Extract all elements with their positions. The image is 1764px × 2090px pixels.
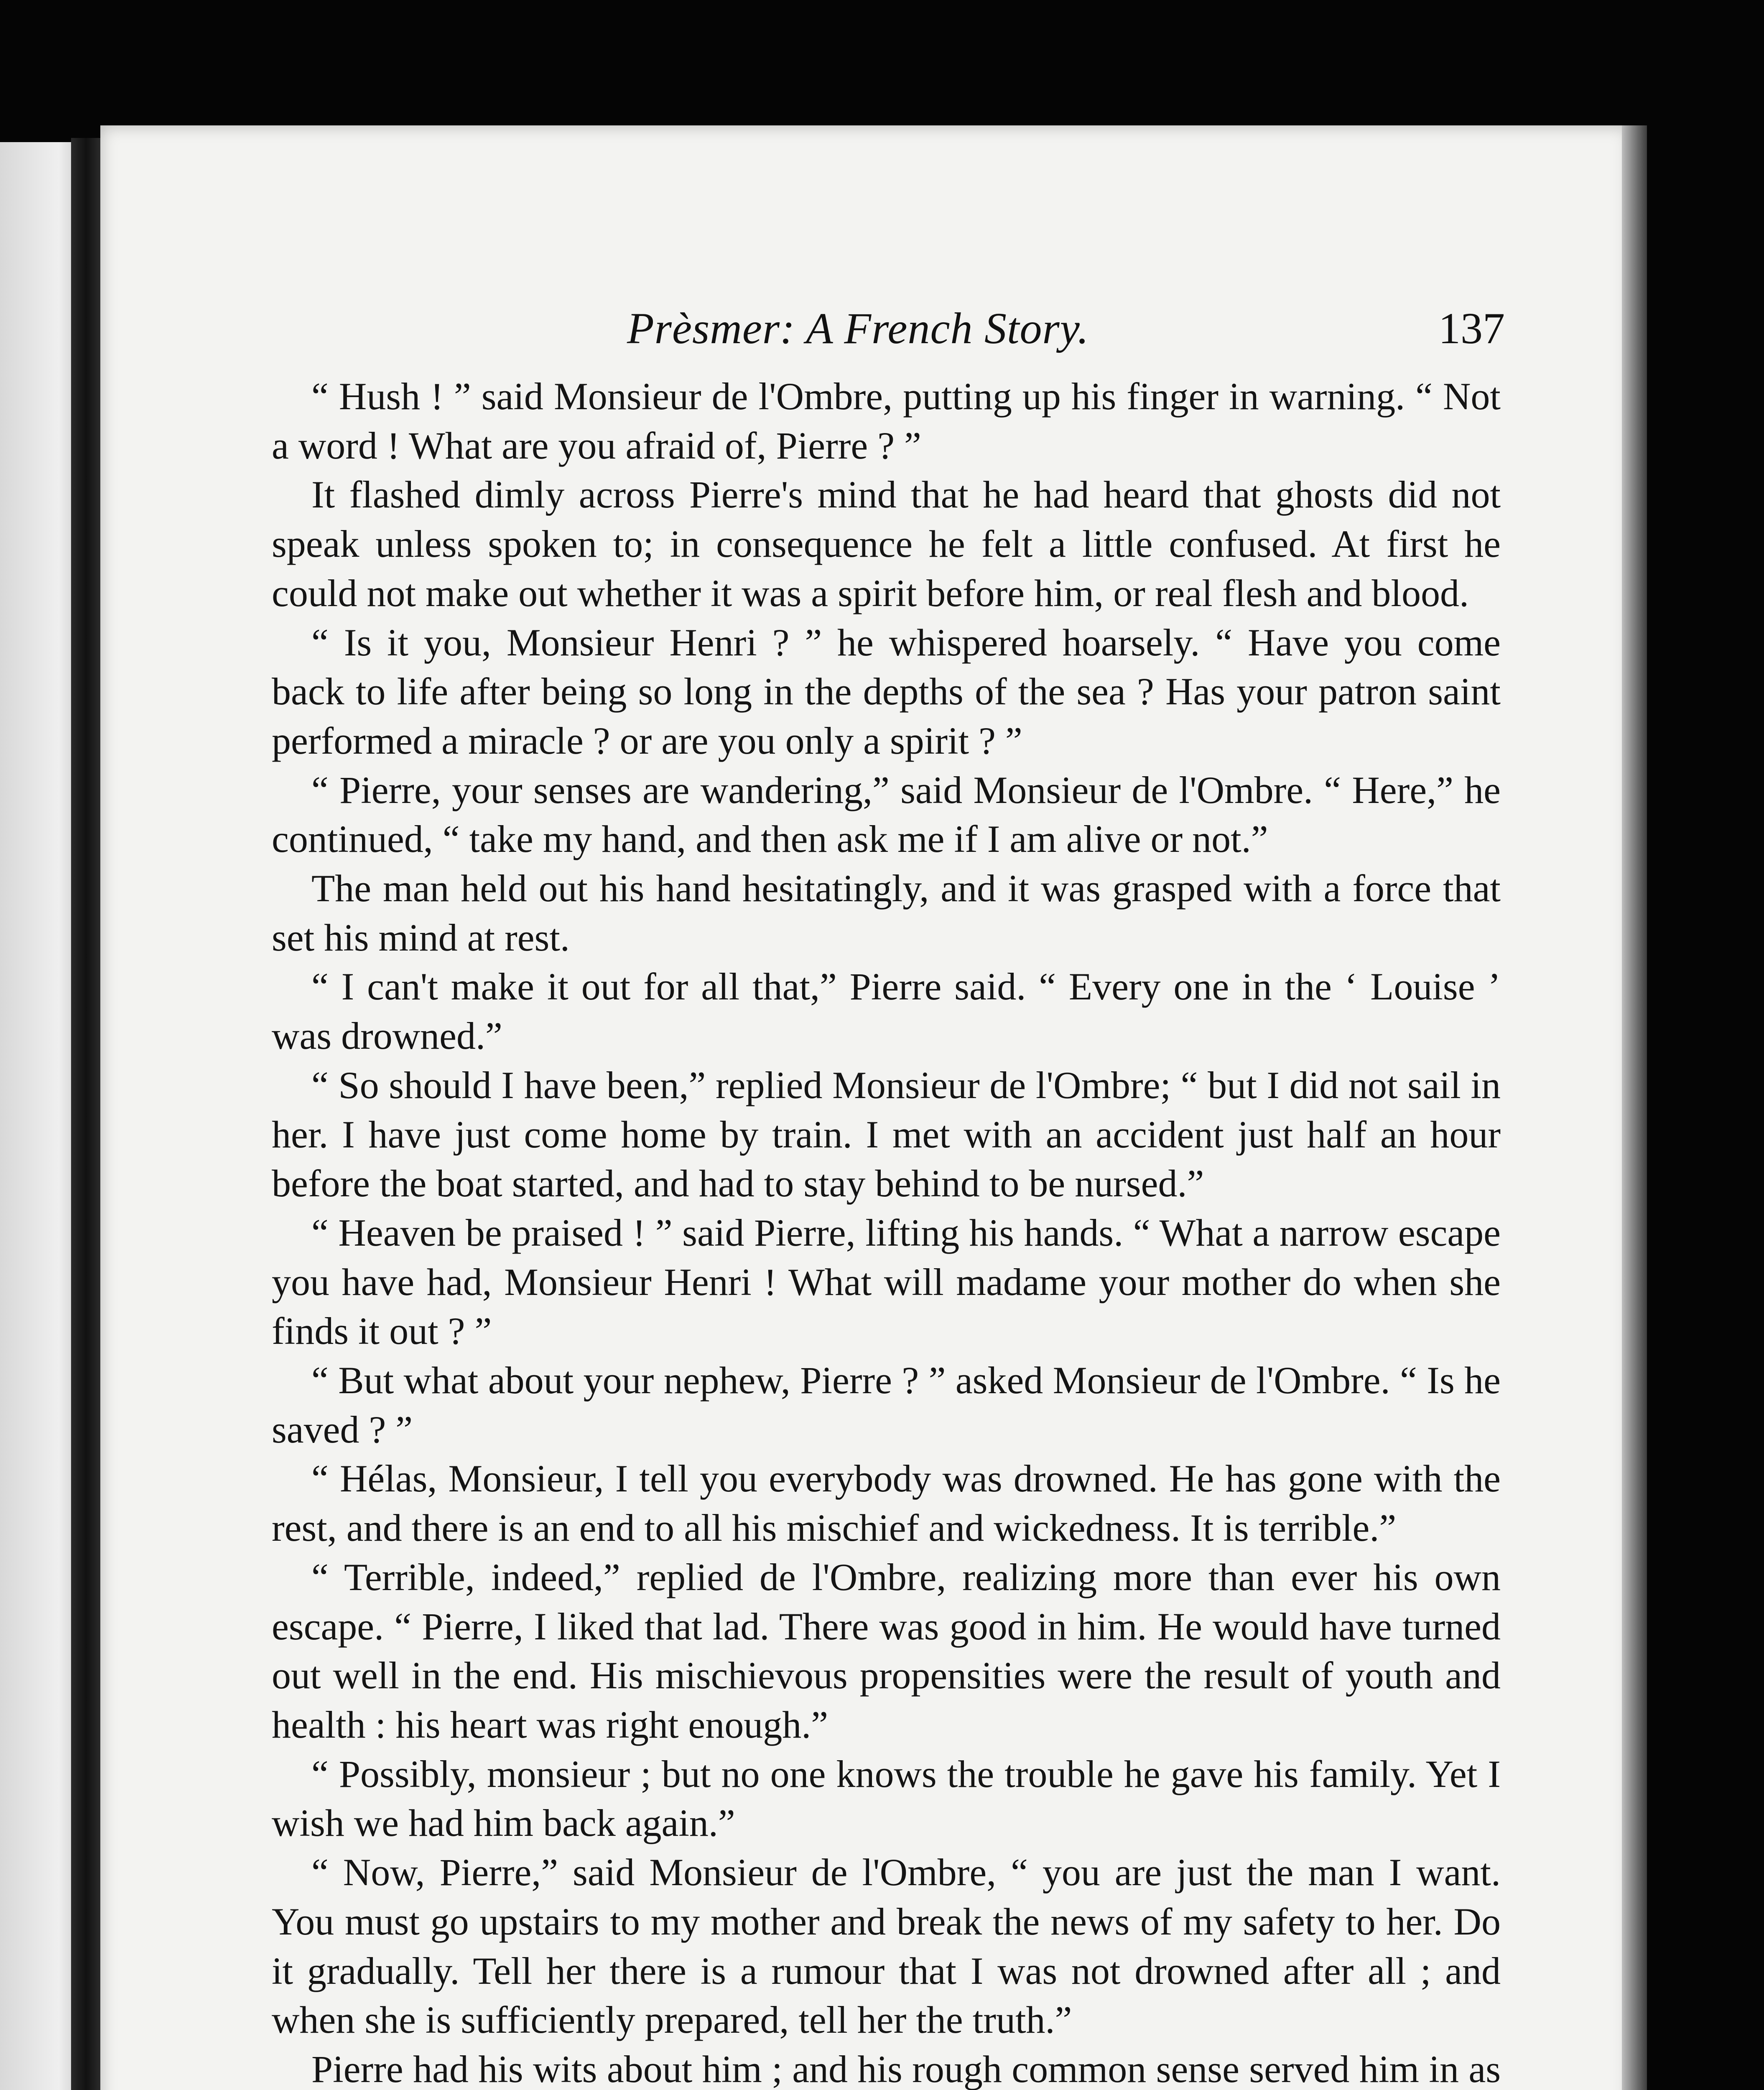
paragraph: “ Heaven be praised ! ” said Pierre, lifting his hands. “ What a narrow escape you have had, Monsieur Henri ! What will madame your mother do when she finds it out ? ” (272, 1211, 1501, 1353)
paragraph: “ Possibly, monsieur ; but no one knows the trouble he gave his family. Yet I wish we had him back again.” (272, 1752, 1501, 1845)
paragraph: “ Is it you, Monsieur Henri ? ” he whispered hoarsely. “ Have you come back to life after being so long in the depths of the sea ? Has your patron saint performed a miracle ? or are you only a spirit ? ” (272, 621, 1501, 762)
body-text (272, 372, 1501, 2090)
paragraph: “ Terrible, indeed,” replied de l'Ombre, realizing more than ever his own escape. “ Pierre, I liked that lad. There was good in him. He would have turned out well in the end. His mischievous propensities were the result of youth and health : his heart was right enough.” (272, 1555, 1501, 1746)
paragraph: “ But what about your nephew, Pierre ? ” asked Monsieur de l'Ombre. “ Is he saved ? ” (272, 1359, 1501, 1451)
paragraph: “ Hélas, Monsieur, I tell you everybody was drowned. He has gone with the rest, and there is an end to all his mischief and wickedness. It is terrible.” (272, 1457, 1501, 1550)
paragraph: It flashed dimly across Pierre's mind that he had heard that ghosts did not speak unless spoken to; in consequence he felt a little confused. At first he could not make out whether it was a spirit before him, or real flesh and blood. (272, 473, 1501, 614)
paragraph: “ I can't make it out for all that,” Pierre said. “ Every one in the ‘ Louise ’ was drowned.” (272, 965, 1501, 1058)
paragraph: “ Hush ! ” said Monsieur de l'Ombre, putting up his finger in warning. “ Not a word ! What are you afraid of, Pierre ? ” (272, 375, 1501, 467)
paragraph: “ So should I have been,” replied Monsieur de l'Ombre; “ but I did not sail in her. I have just come home by train. I met with an accident just half an hour before the boat started, and had to stay behind to be nursed.” (272, 1063, 1501, 1205)
running-title: Prèsmer: A French Story. (627, 304, 1089, 353)
paragraph: “ Now, Pierre,” said Monsieur de l'Ombre, “ you are just the man I want. You must go upstairs to my mother and break the news of my safety to her. Do it gradually. Tell her there is a rumour that I was not drowned after all ; and when she is sufficiently prepared, tell her the truth.” (272, 1851, 1501, 2042)
page-header (627, 303, 1505, 370)
paragraph: “ Pierre, your senses are wandering,” said Monsieur de l'Ombre. “ Here,” he continued, “ take my hand, and then ask me if I am alive or not.” (272, 768, 1501, 861)
paragraph: The man held out his hand hesitatingly, and it was grasped with a force that set his mind at rest. (272, 867, 1501, 959)
paragraph: Pierre had his wits about him ; and his rough common sense served him in as (311, 2047, 1501, 2090)
page-number: 137 (1438, 304, 1505, 353)
page-edge-shadow (1622, 125, 1647, 2090)
